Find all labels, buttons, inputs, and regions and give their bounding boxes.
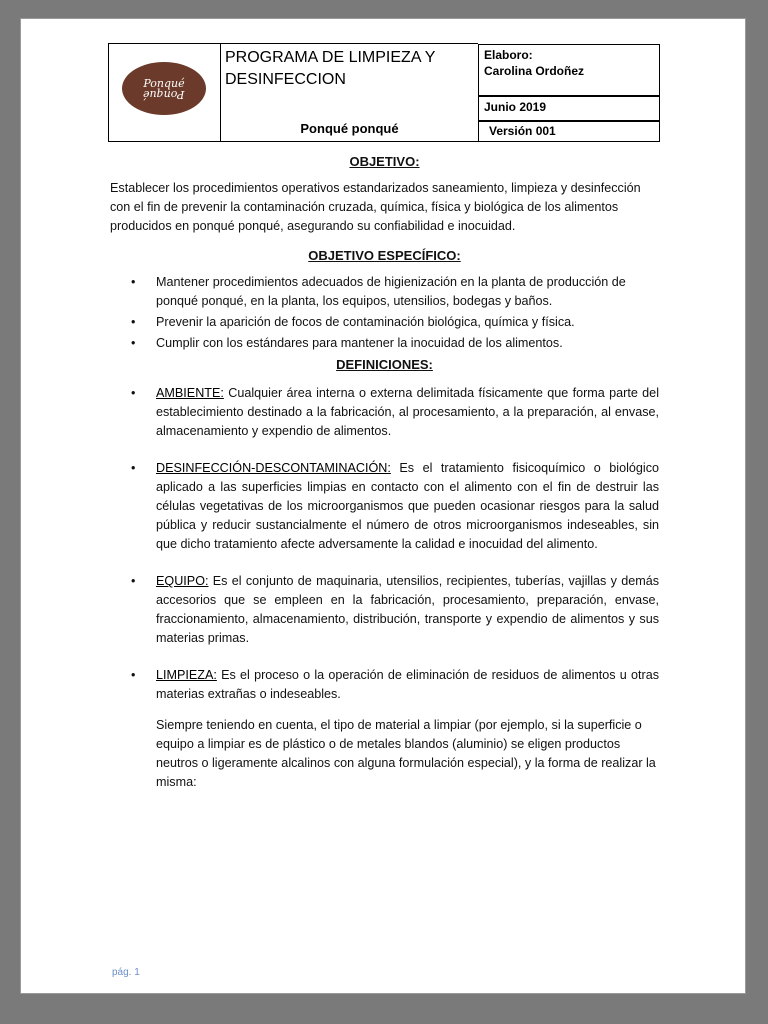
definiciones-list bbox=[110, 384, 659, 704]
definition-text: Es el tratamiento fisicoquímico o biológico aplicado a las superficies limpias en contacto con el alimento con el fin de destruir las células vegetativas de los microorganismos que pueden ocasionar riesgos para la salud pública y reducir sustancialmente el número de otros microorganismos indeseables, sin que dicho tratamiento afecte adversamente la calidad e inocuidad del alimento. bbox=[156, 461, 659, 551]
objetivo-heading: OBJETIVO: bbox=[349, 154, 420, 169]
document-version: Versión 001 bbox=[489, 124, 556, 138]
author-label: Elaboro: bbox=[484, 48, 533, 62]
definition-term: EQUIPO: bbox=[156, 574, 209, 588]
objetivo-text: Establecer los procedimientos operativos estandarizados saneamiento, limpieza y desinfección con el fin de prevenir la contaminación cruzada, química, física y biológica de los alimentos producidos en ponqué ponqué, asegurando su confiabilidad e inocuidad. bbox=[110, 181, 641, 233]
company-logo bbox=[122, 62, 206, 115]
document-title: PROGRAMA DE LIMPIEZA Y DESINFECCION bbox=[225, 49, 436, 88]
definition-text: Cualquier área interna o externa delimitada físicamente que forma parte del establecimiento destinado a la fabricación, al procesamiento, a la preparación, al envase, almacenamiento y expendio de alimentos. bbox=[156, 386, 659, 438]
version-cell bbox=[478, 121, 660, 142]
definition-term: DESINFECCIÓN-DESCONTAMINACIÓN: bbox=[156, 461, 391, 475]
definition-item bbox=[110, 666, 659, 704]
author-name: Carolina Ordoñez bbox=[484, 64, 585, 78]
logo-text-bottom: Ponqué bbox=[143, 87, 185, 101]
definition-term: AMBIENTE: bbox=[156, 386, 224, 400]
definition-item bbox=[110, 459, 659, 554]
list-item: • Mantener procedimientos adecuados de higienización en la planta de producción de ponqué ponqué, en la planta, los equipos, utensilios, bodegas y baños. bbox=[110, 273, 659, 311]
brand-name: Ponqué ponqué bbox=[300, 121, 399, 136]
list-item: • Prevenir la aparición de focos de contaminación biológica, química y física. bbox=[110, 313, 659, 332]
logo-cell bbox=[108, 43, 221, 142]
date-cell bbox=[478, 96, 660, 121]
page-number: pág. 1 bbox=[112, 967, 140, 978]
objetivo-especifico-heading: OBJETIVO ESPECÍFICO: bbox=[308, 248, 461, 263]
definition-text: Es el conjunto de maquinaria, utensilios, recipientes, tuberías, vajillas y demás accesorios que se empleen en la fabricación, procesamiento, preparación, envase, fraccionamiento, almacenamiento, distribución, transporte y expendio de alimentos y sus materias primas. bbox=[156, 574, 659, 645]
brand-cell bbox=[220, 97, 478, 142]
list-item: • Cumplir con los estándares para mantener la inocuidad de los alimentos. bbox=[110, 334, 659, 353]
title-cell bbox=[220, 43, 478, 97]
document-body bbox=[110, 154, 659, 792]
definiciones-heading: DEFINICIONES: bbox=[336, 357, 433, 372]
objetivo-especifico-list bbox=[110, 273, 659, 353]
logo-text-top: Ponqué bbox=[143, 76, 185, 90]
author-cell bbox=[478, 44, 660, 96]
definition-text: Es el proceso o la operación de eliminación de residuos de alimentos u otras materias extrañas o indeseables. bbox=[156, 668, 659, 701]
document-header-table bbox=[108, 43, 660, 142]
definition-item bbox=[110, 384, 659, 441]
definition-term: LIMPIEZA: bbox=[156, 668, 217, 682]
definition-item bbox=[110, 572, 659, 648]
document-date: Junio 2019 bbox=[484, 100, 547, 114]
limpieza-note: Siempre teniendo en cuenta, el tipo de material a limpiar (por ejemplo, si la superficie o equipo a limpiar es de plástico o de metales blandos (aluminio) se eligen productos neutros o ligeramente alcalinos con alguna formulación especial), y la forma de realizar la misma: bbox=[156, 718, 656, 789]
document-page bbox=[20, 18, 746, 994]
